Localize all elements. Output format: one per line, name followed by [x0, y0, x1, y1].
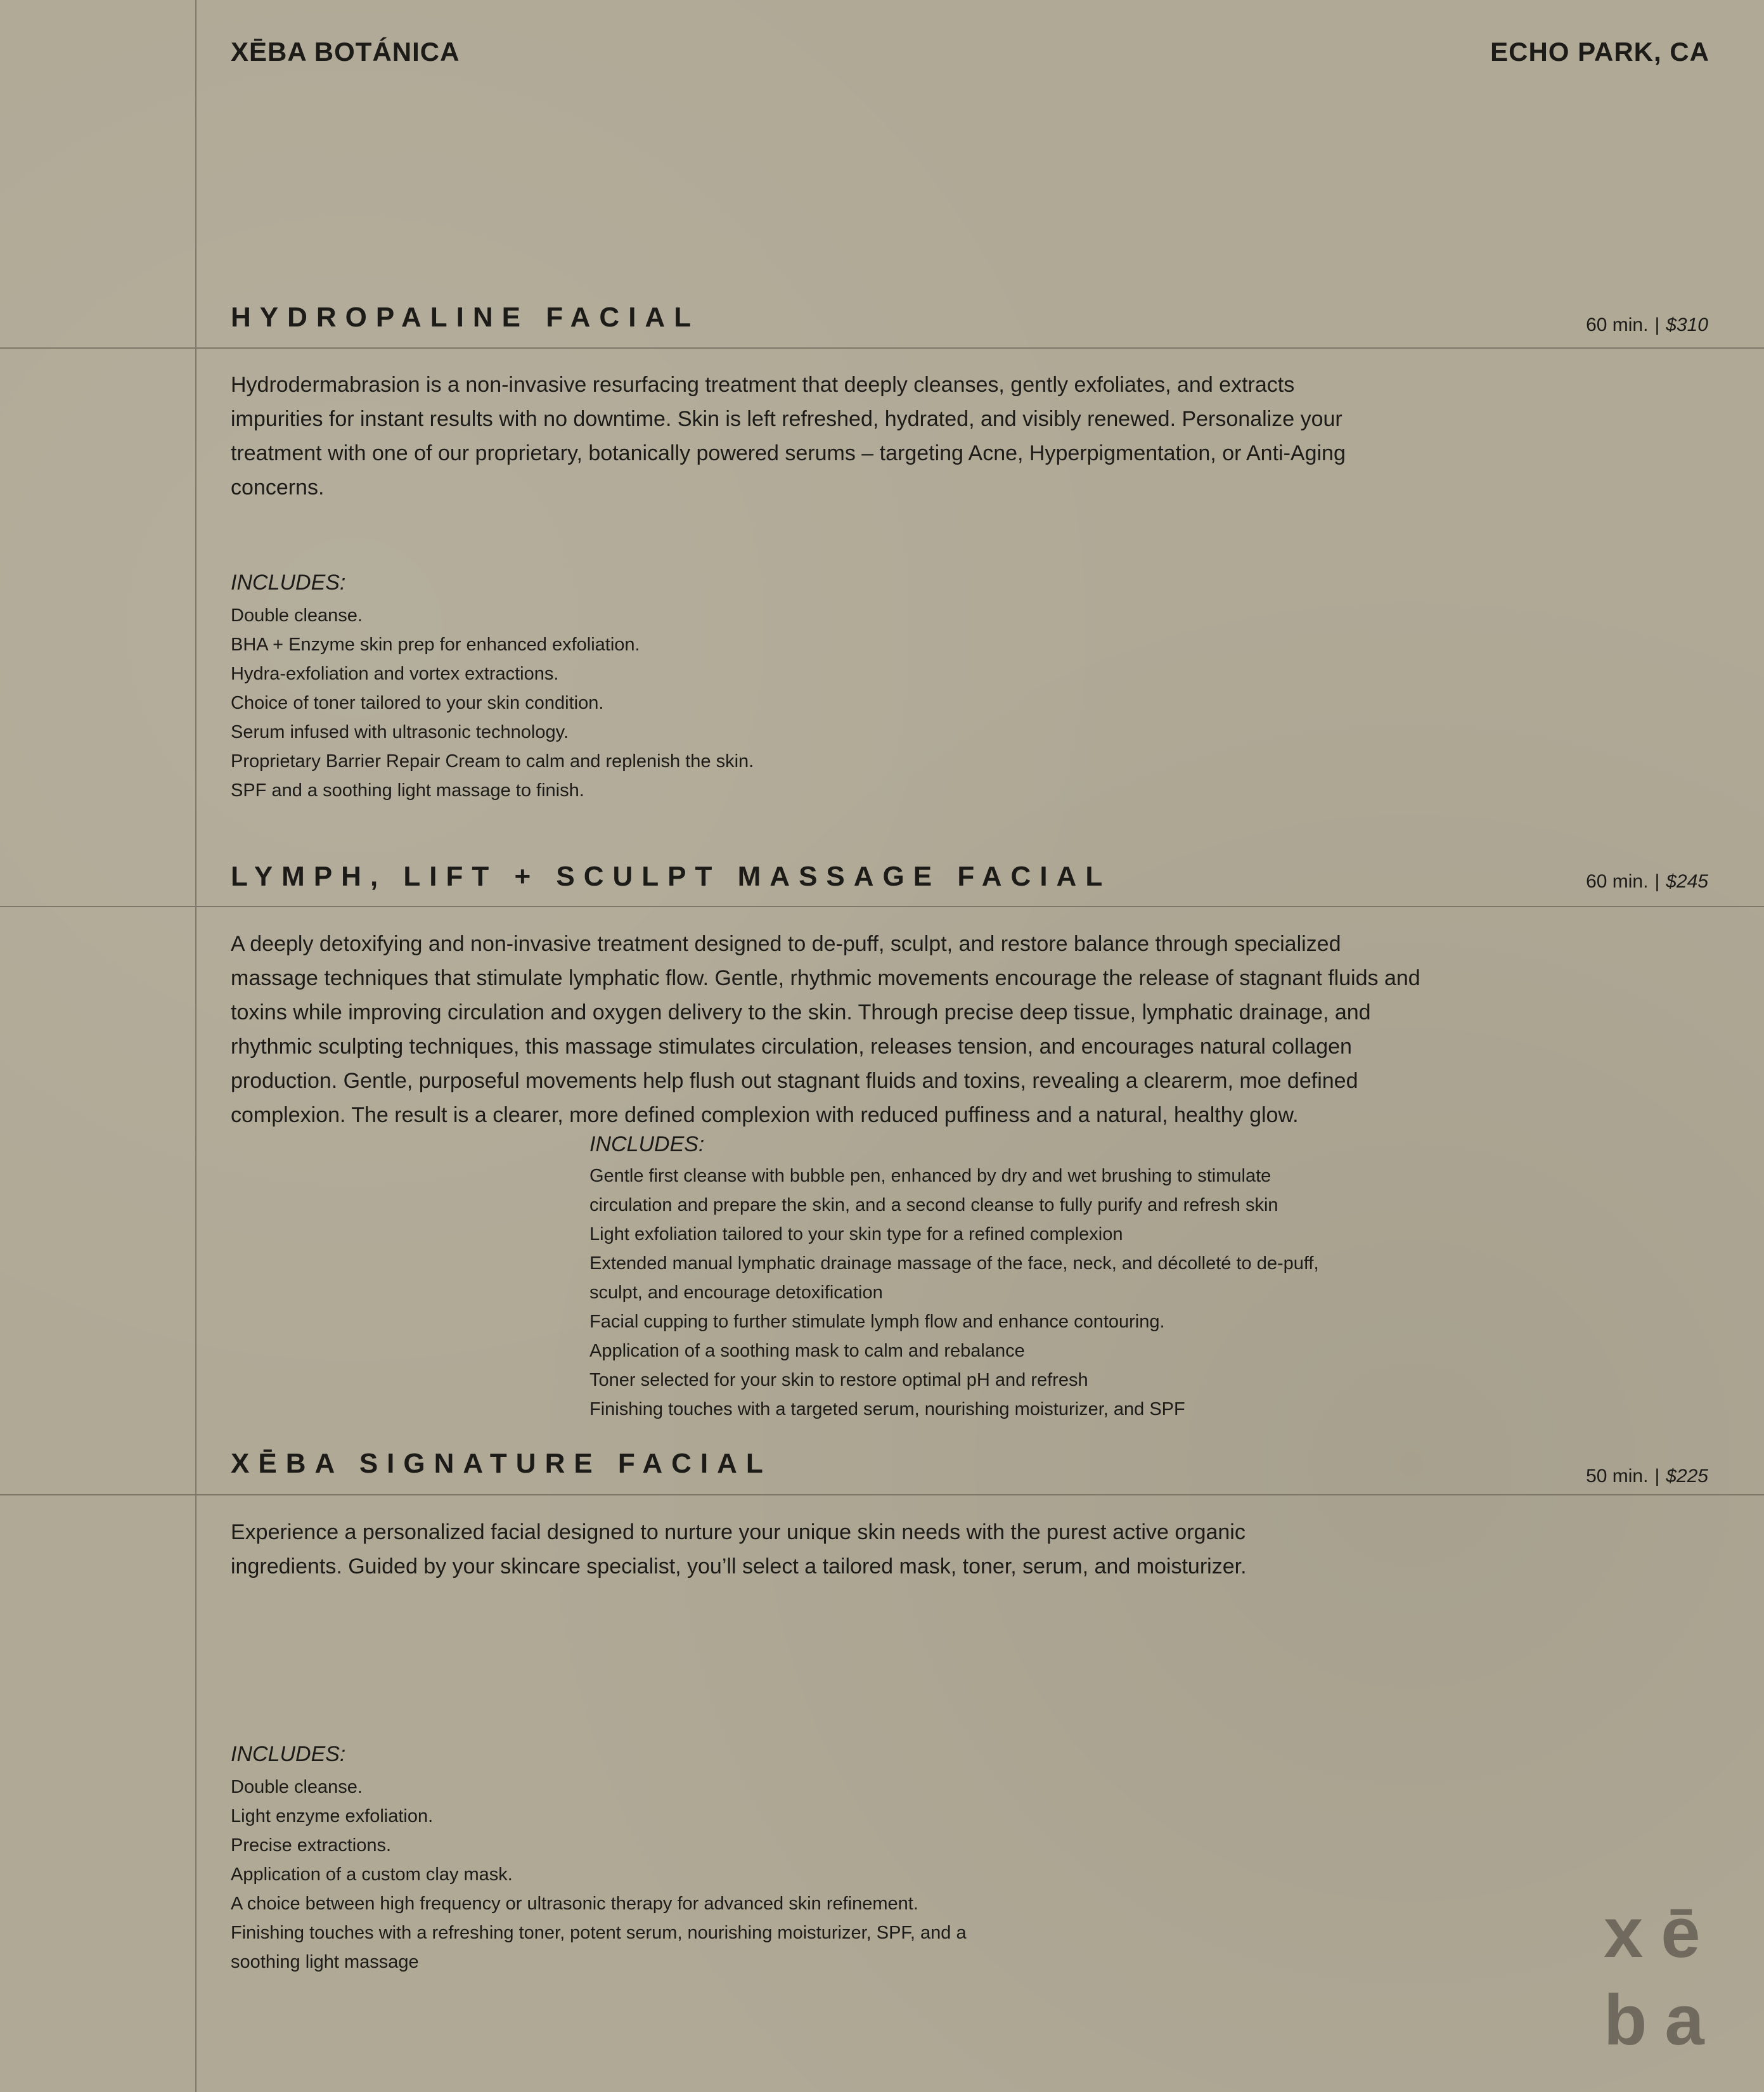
list-item: Light enzyme exfoliation. [231, 1806, 434, 1826]
list-item: Double cleanse. [231, 1777, 363, 1797]
includes-list [589, 1161, 1350, 1424]
price-separator: | [1654, 314, 1660, 335]
logo-line-1: xē [1604, 1893, 1718, 1972]
service-title: LYMPH, LIFT + SCULPT MASSAGE FACIAL [231, 861, 1112, 892]
service-title: XĒBA SIGNATURE FACIAL [231, 1448, 772, 1479]
includes-list [231, 601, 1181, 805]
vertical-rule [195, 0, 196, 2092]
section-divider [0, 906, 1764, 907]
service-description: Experience a personalized facial designed to nurture your unique skin needs with the purest active organic ingredients. Guided by your skincare specialist, you’ll select a tailored mask, toner, serum, and moisturizer. [231, 1520, 1247, 1579]
list-item: Serum infused with ultrasonic technology. [231, 722, 569, 742]
price-amount: $225 [1666, 1466, 1708, 1487]
list-item: A choice between high frequency or ultrasonic therapy for advanced skin refinement. [231, 1894, 918, 1914]
list-item: BHA + Enzyme skin prep for enhanced exfoliation. [231, 635, 640, 655]
section-divider [0, 347, 1764, 349]
list-item: Gentle first cleanse with bubble pen, enhanced by dry and wet brushing to stimulate circulation and prepare the skin, and a second cleanse to fully purify and refresh skin [589, 1166, 1278, 1215]
list-item: Finishing touches with a targeted serum, nourishing moisturizer, and SPF [589, 1399, 1185, 1419]
price-separator: | [1654, 871, 1660, 892]
duration: 50 min. [1586, 1466, 1649, 1487]
includes-heading: INCLUDES: [231, 571, 346, 595]
list-item: SPF and a soothing light massage to finish. [231, 780, 584, 801]
list-item: Proprietary Barrier Repair Cream to calm and replenish the skin. [231, 751, 754, 772]
logo-line-2: ba [1604, 1980, 1722, 2060]
service-price [1586, 871, 1708, 893]
list-item: Finishing touches with a refreshing toner, potent serum, nourishing moisturizer, SPF, and a soothing light massage [231, 1923, 967, 1972]
service-description: Hydrodermabrasion is a non-invasive resurfacing treatment that deeply cleanses, gently exfoliates, and extracts impurities for instant results with no downtime. Skin is left refreshed, hydrated, and visibly renewed. Personalize your treatment with one of our proprietary, botanically powered serums – targeting Acne, Hyperpigmentation, or Anti-Aging concerns. [231, 373, 1346, 500]
brand-name: XĒBA BOTÁNICA [231, 37, 460, 67]
service-price [1586, 314, 1708, 336]
service-title: HYDROPALINE FACIAL [231, 302, 700, 333]
includes-heading: INCLUDES: [589, 1132, 705, 1156]
list-item: Double cleanse. [231, 605, 363, 626]
price-separator: | [1654, 1466, 1660, 1487]
list-item: Application of a soothing mask to calm and rebalance [589, 1341, 1025, 1361]
brand-logo [1604, 1889, 1722, 2064]
duration: 60 min. [1586, 871, 1649, 892]
section-divider [0, 1494, 1764, 1495]
includes-heading: INCLUDES: [231, 1742, 346, 1766]
duration: 60 min. [1586, 314, 1649, 335]
list-item: Facial cupping to further stimulate lymph flow and enhance contouring. [589, 1312, 1165, 1332]
list-item: Extended manual lymphatic drainage massage of the face, neck, and décolleté to de-puff, sculpt, and encourage detoxification [589, 1253, 1319, 1303]
list-item: Light exfoliation tailored to your skin type for a refined complexion [589, 1224, 1123, 1244]
list-item: Toner selected for your skin to restore optimal pH and refresh [589, 1370, 1088, 1390]
list-item: Hydra-exfoliation and vortex extractions. [231, 664, 559, 684]
price-amount: $245 [1666, 871, 1708, 892]
includes-list [231, 1772, 991, 1977]
service-description: A deeply detoxifying and non-invasive treatment designed to de-puff, sculpt, and restore balance through specialized massage techniques that stimulate lymphatic flow. Gentle, rhythmic movements encourage the release of stagnant fluids and toxins while improving circulation and oxygen delivery to the skin. Through precise deep tissue, lymphatic drainage, and rhythmic sculpting techniques, this massage stimulates circulation, releases tension, and encourages natural collagen production. Gentle, purposeful movements help flush out stagnant fluids and toxins, revealing a clearerm, moe defined complexion. The result is a clearer, more defined complexion with reduced puffiness and a natural, healthy glow. [231, 932, 1420, 1127]
service-price [1586, 1466, 1708, 1487]
list-item: Application of a custom clay mask. [231, 1864, 513, 1885]
list-item: Precise extractions. [231, 1835, 392, 1856]
location: ECHO PARK, CA [1490, 37, 1709, 67]
list-item: Choice of toner tailored to your skin condition. [231, 693, 604, 713]
price-amount: $310 [1666, 314, 1708, 335]
